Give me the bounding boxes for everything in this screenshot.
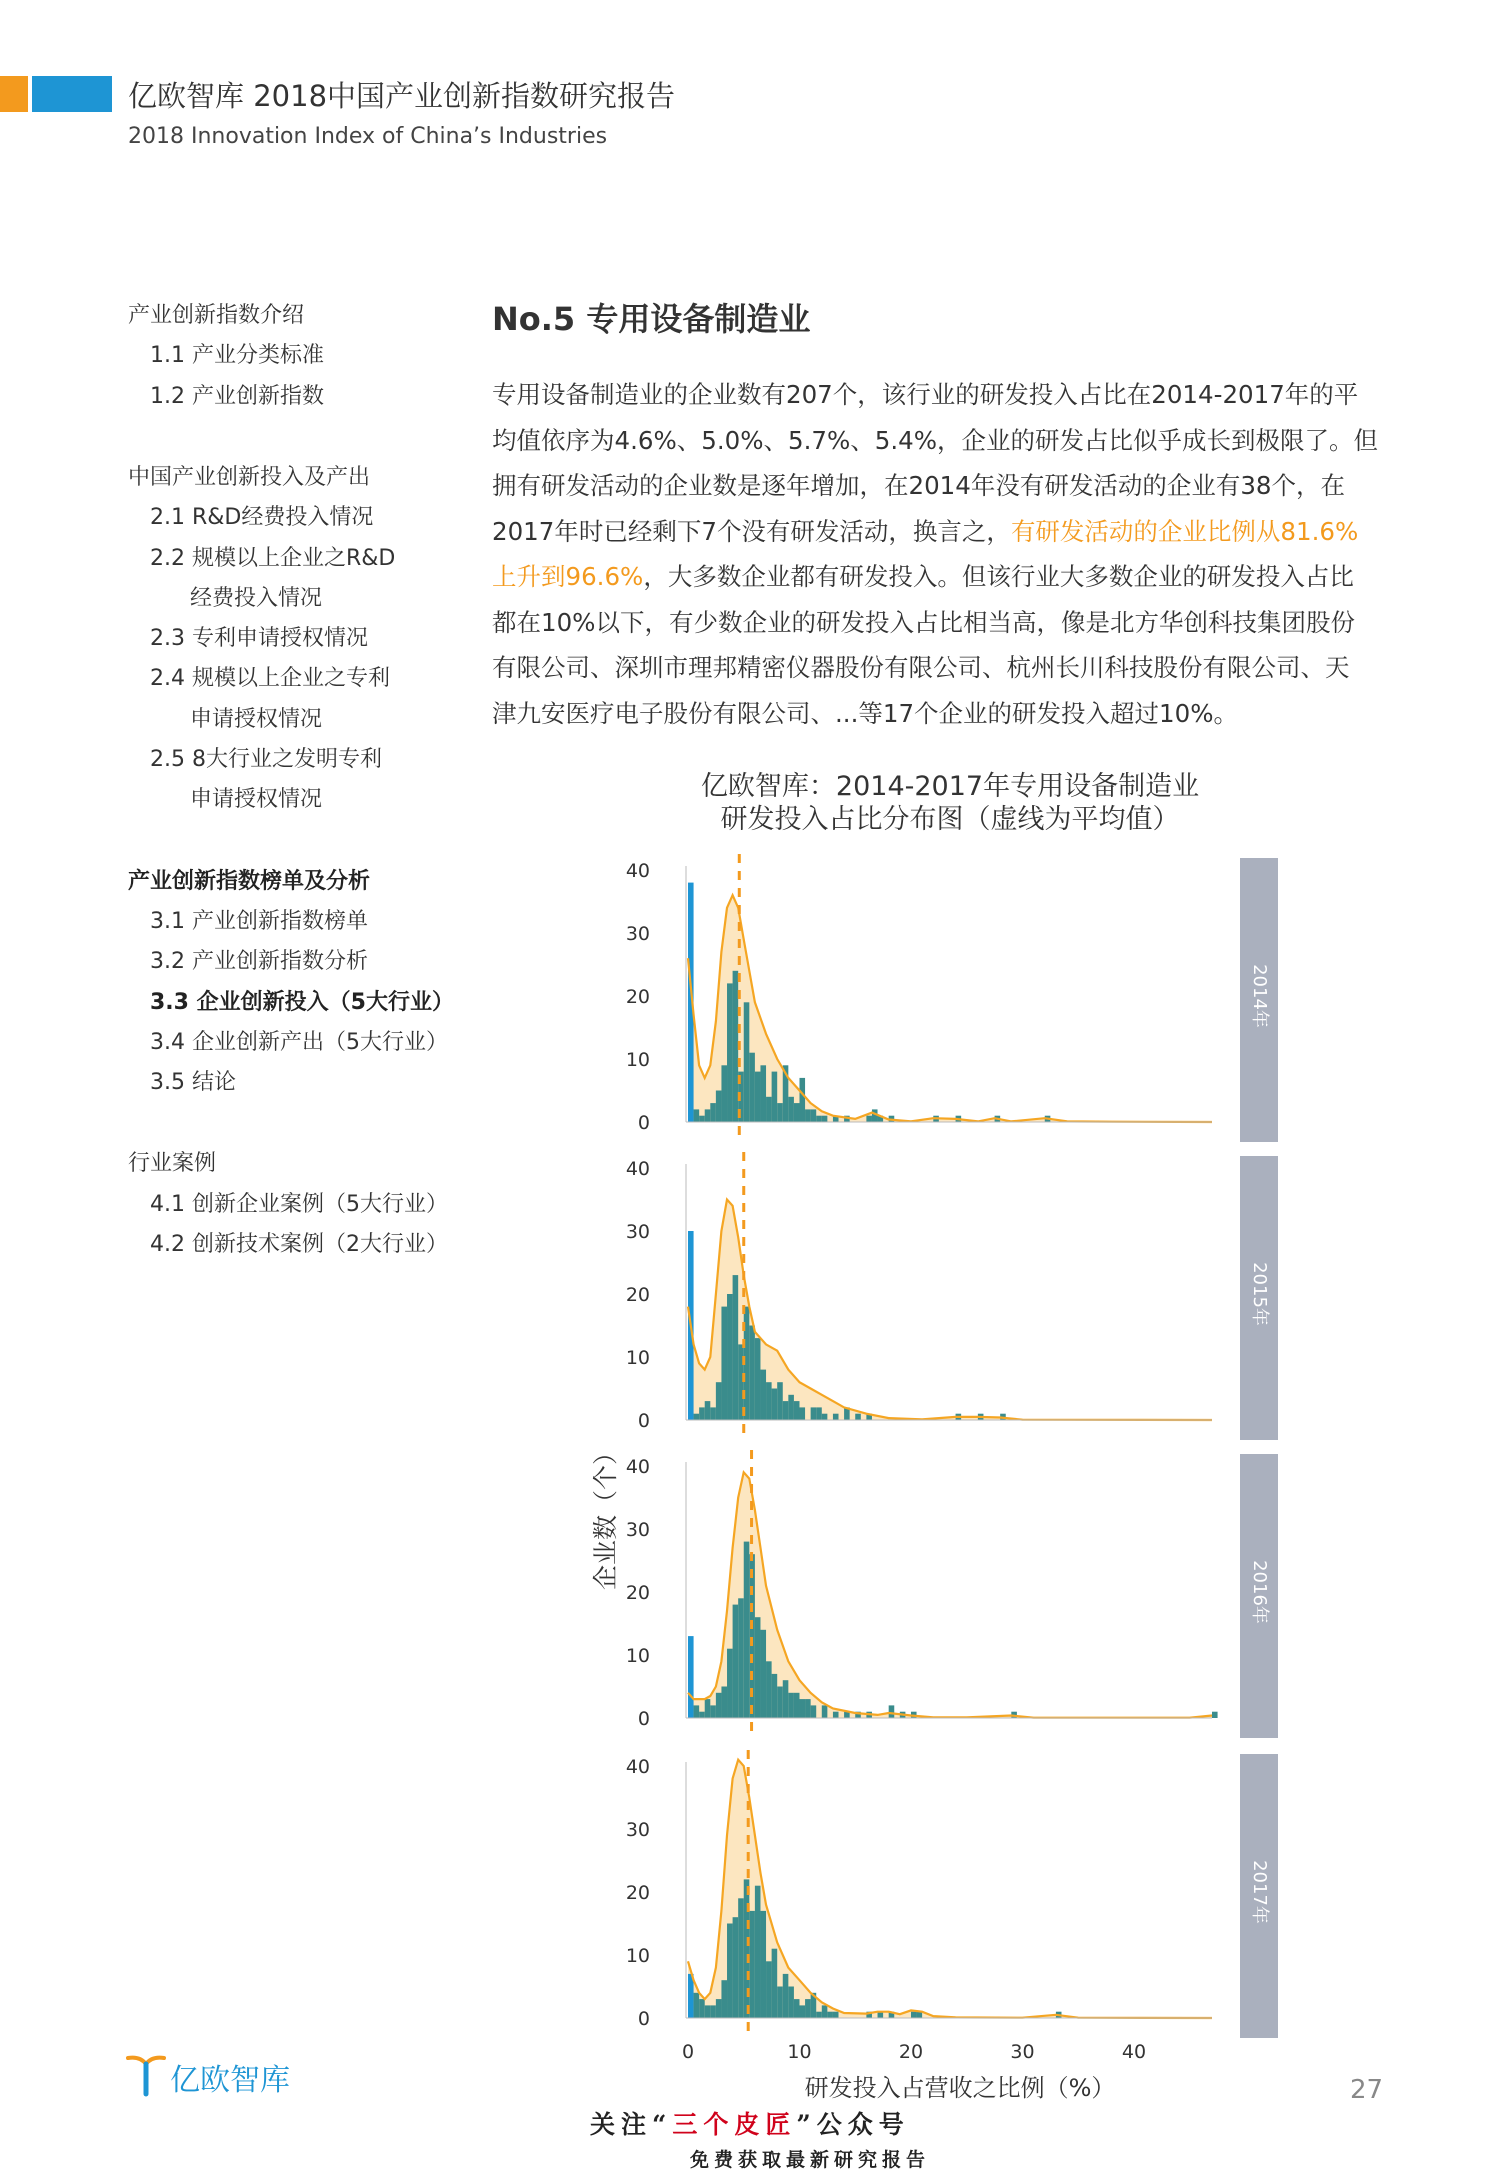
histogram-bar [710,1103,716,1122]
histogram-bar [705,2005,711,2018]
histogram-bar [799,1078,805,1122]
histogram-bar [783,1680,789,1718]
histogram-bar [783,1974,789,2018]
histogram-bar [805,1109,811,1122]
histogram-bar [833,1414,839,1420]
paragraph-line [492,554,1392,600]
histogram-bar [1212,1712,1218,1718]
histogram-bar [777,1382,783,1420]
histogram-bar [799,2005,805,2018]
histogram-bar [822,2005,828,2018]
toc-item[interactable]: 3.3 企业创新投入（5大行业） [150,989,454,1015]
y-tick-label: 30 [625,1819,650,1841]
histogram-bar [705,1401,711,1420]
paragraph-line [492,645,1392,691]
histogram-bar [694,1109,700,1122]
y-axis-label: 企业数（个） [591,1439,620,1591]
histogram-bar [694,1705,700,1718]
histogram-bar [727,1924,733,2019]
facet-year-label: 2015年 [1249,1262,1270,1326]
x-tick-label: 40 [1121,2041,1147,2063]
histogram-bar [866,1116,872,1122]
toc-item[interactable]: 1.2 产业创新指数 [150,383,324,409]
histogram-bar [766,1661,772,1718]
histogram-bar [705,1109,711,1122]
histogram-bar [694,1414,700,1420]
histogram-bar [772,1674,778,1718]
histogram-bar [766,1961,772,2018]
paragraph-text: 拥有研发活动的企业数是逐年增加，在2014年没有研发活动的企业有38个，在 [492,471,1346,500]
histogram-bar [777,1103,783,1122]
histogram-bar [855,1414,861,1420]
y-tick-label: 40 [625,1456,650,1478]
y-tick-label: 10 [625,1945,650,1967]
toc-item[interactable]: 1.1 产业分类标准 [150,343,324,369]
histogram-bar [772,1389,778,1421]
histogram-bar [721,1065,727,1122]
histogram-bar [889,1705,895,1718]
histogram-bar [749,1326,755,1421]
histogram-bar [721,1307,727,1420]
paragraph-line [492,418,1392,464]
histogram-bar [749,1911,755,2018]
histogram-bar [760,1911,766,2018]
toc-item[interactable]: 2.5 8大行业之发明专利 [150,747,382,772]
footer-promo-line2: 免费获取最新研究报告 [690,2149,931,2171]
histogram-bar [811,1109,817,1122]
footer-promo-pre: 关注“ [590,2110,673,2139]
histogram-bar [733,1917,739,2018]
x-tick-label: 0 [681,2041,695,2063]
histogram-bar [699,1116,705,1122]
histogram-bar [733,1275,739,1420]
x-axis-label: 研发投入占营收之比例（%） [804,2074,1116,2102]
y-tick-label: 30 [625,923,650,945]
histogram-bar [766,1097,772,1122]
chart-title-line2: 研发投入占比分布图（虚线为平均值） [720,804,1180,835]
histogram-bar [710,1407,716,1420]
paragraph-text: 都在10%以下，有少数企业的研发投入占比相当高，像是北方华创科技集团股份 [492,607,1355,637]
histogram-bar [777,1687,783,1719]
chart-title [560,770,1340,836]
histogram-bar [744,1879,750,2018]
section-title: No.5 专用设备制造业 [492,300,811,338]
histogram-bar [694,1993,700,2018]
toc-item[interactable]: 3.1 产业创新指数榜单 [150,908,368,934]
toc-item[interactable]: 2.4 规模以上企业之专利 [150,666,390,692]
logo-mark-icon [128,2058,164,2094]
histogram-bar [733,971,739,1122]
toc-item[interactable]: 2.2 规模以上企业之R&D [150,545,396,571]
rd-ratio-histogram-chart [580,840,1300,2102]
histogram-bar [744,1002,750,1122]
paragraph-text: 津九安医疗电子股份有限公司、...等17个企业的研发投入超过10%。 [492,698,1238,728]
paragraph-line [492,600,1392,646]
toc-item[interactable]: 行业案例 [128,1151,217,1177]
toc-item[interactable]: 申请授权情况 [190,787,323,813]
histogram-bar [744,1542,750,1718]
histogram-bar [755,1617,761,1718]
density-area [688,895,1212,1122]
histogram-bar [811,1407,817,1420]
histogram-bar [799,1407,805,1420]
report-title: 亿欧智库 2018中国产业创新指数研究报告 [128,79,676,113]
histogram-bar [716,1693,722,1718]
histogram-bar [788,1693,794,1718]
facet-year-label: 2017年 [1249,1860,1270,1924]
paragraph-line [492,463,1392,509]
histogram-bar [777,1987,783,2019]
y-tick-label: 40 [625,1158,650,1180]
histogram-bar [727,1649,733,1718]
y-tick-label: 10 [625,1645,650,1667]
y-tick-label: 0 [637,1112,650,1134]
histogram-bar [760,1630,766,1718]
histogram-bar [816,2012,822,2018]
footer-promo-brand: 三个皮匠 [672,2110,797,2139]
y-tick-label: 40 [625,860,650,882]
y-tick-label: 0 [637,1410,650,1432]
zero-rd-bar [688,1636,694,1718]
y-tick-label: 20 [625,1882,650,1904]
highlight-text: 有研发活动的企业比例从81.6% [1010,516,1359,546]
section-paragraph [492,372,1392,736]
histogram-bar [794,1999,800,2018]
paragraph-line [492,691,1392,737]
histogram-bar [710,2005,716,2018]
histogram-bar [755,1072,761,1122]
footer-promo-post: ”公众号 [796,2110,910,2139]
paragraph-text: 有限公司、深圳市理邦精密仪器股份有限公司、杭州长川科技股份有限公司、天 [492,653,1350,682]
iyiou-logo [126,2050,306,2100]
chart-title-line1: 亿欧智库：2014-2017年专用设备制造业 [700,771,1200,802]
toc-item[interactable]: 2.3 专利申请授权情况 [150,626,368,652]
histogram-bar [788,1987,794,2019]
toc-item[interactable]: 3.4 企业创新产出（5大行业） [150,1029,448,1055]
histogram-bar [766,1382,772,1420]
histogram-bar [699,1712,705,1718]
histogram-bar [911,2012,917,2018]
histogram-bar [721,1687,727,1719]
histogram-bar [760,1065,766,1122]
histogram-bar [699,1999,705,2018]
histogram-bar [738,1598,744,1718]
y-tick-label: 30 [625,1221,650,1243]
histogram-bar [772,1949,778,2018]
histogram-bar [716,1999,722,2018]
x-tick-label: 20 [898,2041,924,2063]
histogram-bar [822,1414,828,1420]
histogram-bar [816,1407,822,1420]
header-orange-bar [0,76,28,112]
histogram-bar [827,2012,833,2018]
histogram-bar [822,1116,828,1122]
header-blue-bar [32,76,112,112]
histogram-bar [811,1705,817,1718]
histogram-bar [794,1103,800,1122]
page-number: 27 [1350,2075,1384,2105]
histogram-bar [794,1401,800,1420]
histogram-bar [794,1693,800,1718]
paragraph-text: ，大多数企业都有研发投入。但该行业大多数企业的研发投入占比 [643,562,1354,591]
histogram-bar [716,1382,722,1420]
paragraph-text: 2017年时已经剩下7个没有研发活动，换言之， [492,516,1011,546]
toc-item[interactable]: 产业创新指数介绍 [128,303,305,328]
toc-item[interactable]: 经费投入情况 [190,585,323,611]
histogram-bar [705,1699,711,1718]
histogram-bar [699,1407,705,1420]
y-tick-label: 20 [625,1582,650,1604]
logo-text: 亿欧智库 [170,2063,290,2098]
histogram-bar [716,1091,722,1123]
toc-item[interactable]: 2.1 R&D经费投入情况 [150,505,374,531]
y-tick-label: 0 [637,2008,650,2030]
facet-year-label: 2016年 [1249,1560,1270,1624]
histogram-bar [805,1699,811,1718]
histogram-bar [755,1886,761,2018]
paragraph-text: 均值依序为4.6%、5.0%、5.7%、5.4%，企业的研发占比似乎成长到极限了。但 [492,425,1378,455]
toc-item[interactable]: 3.2 产业创新指数分析 [150,949,368,975]
histogram-bar [733,1605,739,1718]
x-tick-label: 10 [787,2041,812,2063]
y-tick-label: 10 [625,1347,650,1369]
histogram-bar [816,1116,822,1122]
histogram-bar [749,1053,755,1122]
y-tick-label: 30 [625,1519,650,1541]
histogram-bar [788,1097,794,1122]
histogram-bar [833,2012,839,2018]
footer-promo-line1 [590,2105,910,2141]
paragraph-line [492,372,1392,418]
histogram-bar [799,1699,805,1718]
y-tick-label: 10 [625,1049,650,1071]
histogram-bar [805,1999,811,2018]
histogram-bar [710,1705,716,1718]
x-tick-label: 30 [1010,2041,1035,2063]
toc-item[interactable]: 3.5 结论 [150,1070,236,1096]
paragraph-line [492,509,1392,555]
histogram-bar [727,983,733,1122]
histogram-bar [772,1072,778,1122]
y-tick-label: 40 [625,1756,650,1778]
y-tick-label: 0 [637,1708,650,1730]
toc-item[interactable]: 4.2 创新技术案例（2大行业） [150,1232,448,1257]
report-subtitle: 2018 Innovation Index of China’s Industries [128,124,608,149]
histogram-bar [833,1712,839,1718]
histogram-bar [721,1980,727,2018]
histogram-bar [727,1294,733,1420]
histogram-bar [822,1705,828,1718]
paragraph-text: 专用设备制造业的企业数有207个，该行业的研发投入占比在2014-2017年的平 [492,380,1359,409]
toc-item[interactable]: 中国产业创新投入及产出 [128,464,371,490]
toc-item[interactable]: 产业创新指数榜单及分析 [128,868,371,894]
y-tick-label: 20 [625,986,650,1008]
facet-year-label: 2014年 [1249,964,1270,1028]
toc-item[interactable]: 4.1 创新企业案例（5大行业） [150,1191,448,1217]
histogram-bar [788,1395,794,1420]
histogram-bar [760,1370,766,1420]
toc-item[interactable]: 申请授权情况 [190,706,323,732]
highlight-text: 上升到96.6% [492,562,644,591]
histogram-bar [738,1898,744,2018]
y-tick-label: 20 [625,1284,650,1306]
histogram-bar [783,1401,789,1420]
histogram-bar [755,1338,761,1420]
